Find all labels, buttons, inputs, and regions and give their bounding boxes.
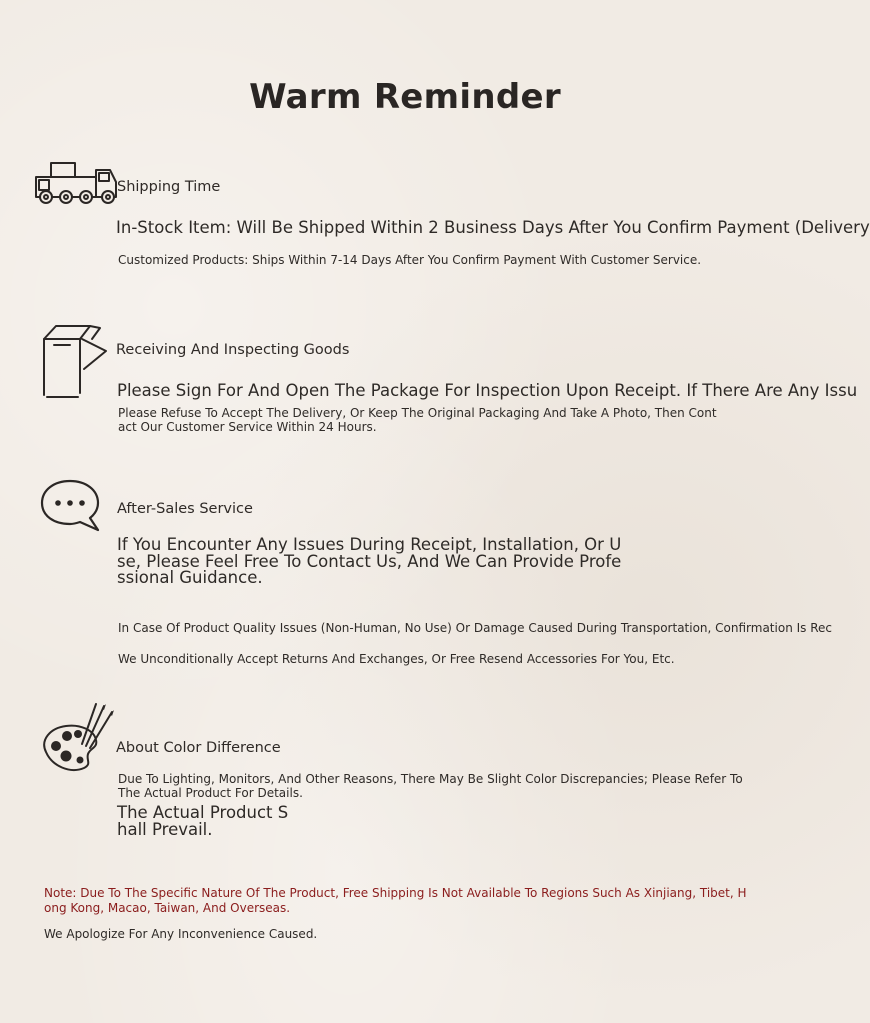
shipping-lead: In-Stock Item: Will Be Shipped Within 2 Business Days After You Confirm Payment (Delivery xyxy=(116,218,870,237)
receiving-heading: Receiving And Inspecting Goods xyxy=(116,342,350,358)
shipping-detail: Customized Products: Ships Within 7-14 Days After You Confirm Payment With Customer Service. xyxy=(118,253,702,267)
after-sales-detail-quality: In Case Of Product Quality Issues (Non-Human, No Use) Or Damage Caused During Transportation, Confirmation Is Rec xyxy=(118,621,832,635)
apology-text: We Apologize For Any Inconvenience Caused. xyxy=(44,927,318,941)
paint-palette-icon xyxy=(40,702,116,774)
shipping-heading: Shipping Time xyxy=(117,179,221,195)
truck-icon xyxy=(34,160,120,206)
package-box-icon xyxy=(40,323,112,403)
color-difference-detail: Due To Lighting, Monitors, And Other Reasons, There May Be Slight Color Discrepancies; Please Refer To The Actual Product For Details. xyxy=(118,772,743,800)
receiving-lead: Please Sign For And Open The Package For Inspection Upon Receipt. If There Are Any Issu xyxy=(117,381,858,400)
shipping-restriction-note: Note: Due To The Specific Nature Of The Product, Free Shipping Is Not Available To Regions Such As Xinjiang, Tibet, Hong Kong, Macao, Taiwan, And Overseas. xyxy=(44,886,747,915)
after-sales-heading: After-Sales Service xyxy=(117,501,253,517)
after-sales-detail-returns: We Unconditionally Accept Returns And Exchanges, Or Free Resend Accessories For You, Etc. xyxy=(118,652,675,666)
color-difference-lead: The Actual Product Shall Prevail. xyxy=(117,803,289,839)
after-sales-lead: If You Encounter Any Issues During Receipt, Installation, Or Use, Please Feel Free To Contact Us, And We Can Provide Professional Guidance. xyxy=(117,535,622,587)
page-title: Warm Reminder xyxy=(249,77,561,117)
color-difference-heading: About Color Difference xyxy=(116,740,281,756)
receiving-detail: Please Refuse To Accept The Delivery, Or Keep The Original Packaging And Take A Photo, Then Contact Our Customer Service Within 24 Hours. xyxy=(118,406,717,434)
chat-bubble-icon xyxy=(40,478,102,534)
